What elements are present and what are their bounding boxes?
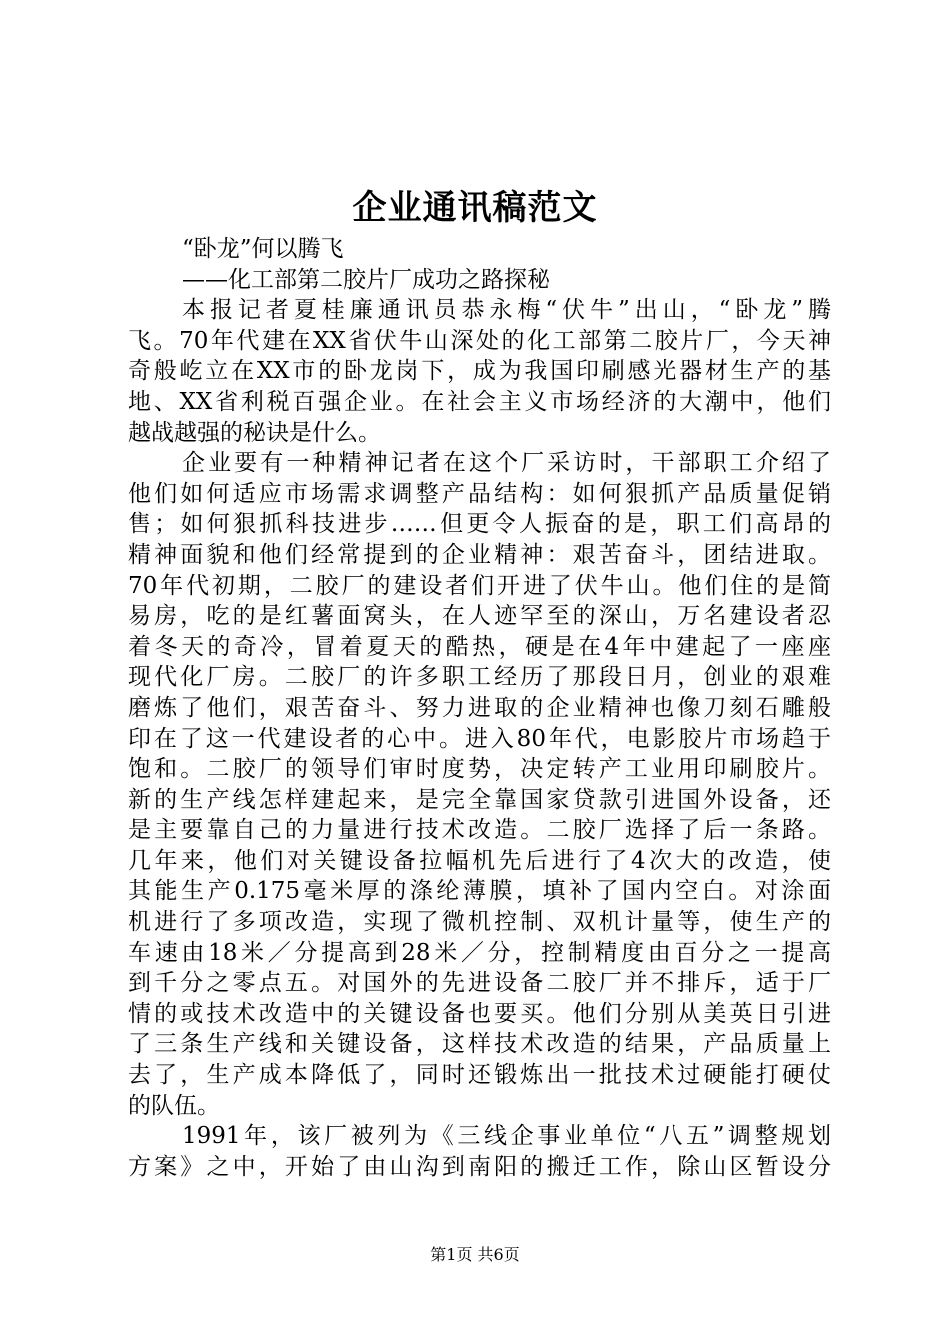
- document-title: 企业通讯稿范文: [352, 188, 598, 228]
- text-line: 1991年，该厂被列为《三线企事业单位“八五”调整规划: [182, 1123, 831, 1150]
- text-line: 地、XX省利税百强企业。在社会主义市场经济的大潮中，他们: [128, 388, 831, 415]
- text-line: 着冬天的奇冷，冒着夏天的酷热，硬是在4年中建起了一座座: [128, 633, 831, 660]
- text-line: 现代化厂房。二胶厂的许多职工经历了那段日月，创业的艰难: [128, 664, 831, 691]
- text-line: 他们如何适应市场需求调整产品结构：如何狠抓产品质量促销: [128, 480, 831, 507]
- text-line: 去了，生产成本降低了，同时还锻炼出一批技术过硬能打硬仗: [128, 1062, 831, 1089]
- text-line: 了三条生产线和关键设备，这样技术改造的结果，产品质量上: [128, 1031, 831, 1058]
- text-line: 机进行了多项改造，实现了微机控制、双机计量等，使生产的: [128, 909, 831, 936]
- text-line: 70年代初期，二胶厂的建设者们开进了伏牛山。他们住的是简: [128, 572, 831, 599]
- text-line: 易房，吃的是红薯面窝头，在人迹罕至的深山，万名建设者忍: [128, 603, 831, 630]
- text-line: 印在了这一代建设者的心中。进入80年代，电影胶片市场趋于: [128, 725, 831, 752]
- text-line: 饱和。二胶厂的领导们审时度势，决定转产工业用印刷胶片。: [128, 756, 831, 783]
- text-line: 售；如何狠抓科技进步……但更令人振奋的是，职工们高昂的: [128, 511, 831, 538]
- text-line: 是主要靠自己的力量进行技术改造。二胶厂选择了后一条路。: [128, 817, 831, 844]
- text-line: 新的生产线怎样建起来，是完全靠国家贷款引进国外设备，还: [128, 786, 831, 813]
- page-footer: 第1页 共6页: [430, 1245, 520, 1264]
- text-line: 奇般屹立在XX市的卧龙岗下，成为我国印刷感光器材生产的基: [128, 358, 831, 385]
- text-line: ——化工部第二胶片厂成功之路探秘: [182, 266, 550, 293]
- text-line: “卧龙”何以腾飞: [182, 236, 344, 262]
- text-line: 几年来，他们对关键设备拉幅机先后进行了4次大的改造，使: [128, 847, 831, 874]
- text-line: 精神面貌和他们经常提到的企业精神：艰苦奋斗，团结进取。: [128, 541, 831, 568]
- text-line: 到千分之零点五。对国外的先进设备二胶厂并不排斥，适于厂: [128, 970, 831, 997]
- document-body: [128, 234, 831, 1182]
- text-line: 其能生产0.175毫米厚的涤纶薄膜，填补了国内空白。对涂面: [128, 878, 831, 905]
- text-line: 磨炼了他们，艰苦奋斗、努力进取的企业精神也像刀刻石雕般: [128, 694, 831, 721]
- text-line: 企业要有一种精神记者在这个厂采访时，干部职工介绍了: [182, 450, 831, 477]
- text-line: 飞。70年代建在XX省伏牛山深处的化工部第二胶片厂，今天神: [128, 327, 831, 354]
- text-line: 方案》之中，开始了由山沟到南阳的搬迁工作，除山区暂设分: [128, 1153, 831, 1180]
- text-line: 越战越强的秘诀是什么。: [128, 419, 381, 446]
- text-line: 车速由18米／分提高到28米／分，控制精度由百分之一提高: [128, 939, 831, 966]
- text-line: 的队伍。: [128, 1092, 220, 1119]
- text-line: 本报记者夏桂廉通讯员恭永梅“伏牛”出山，“卧龙”腾: [182, 297, 831, 324]
- text-line: 情的或技术改造中的关键设备也要买。他们分别从美英日引进: [128, 1000, 831, 1027]
